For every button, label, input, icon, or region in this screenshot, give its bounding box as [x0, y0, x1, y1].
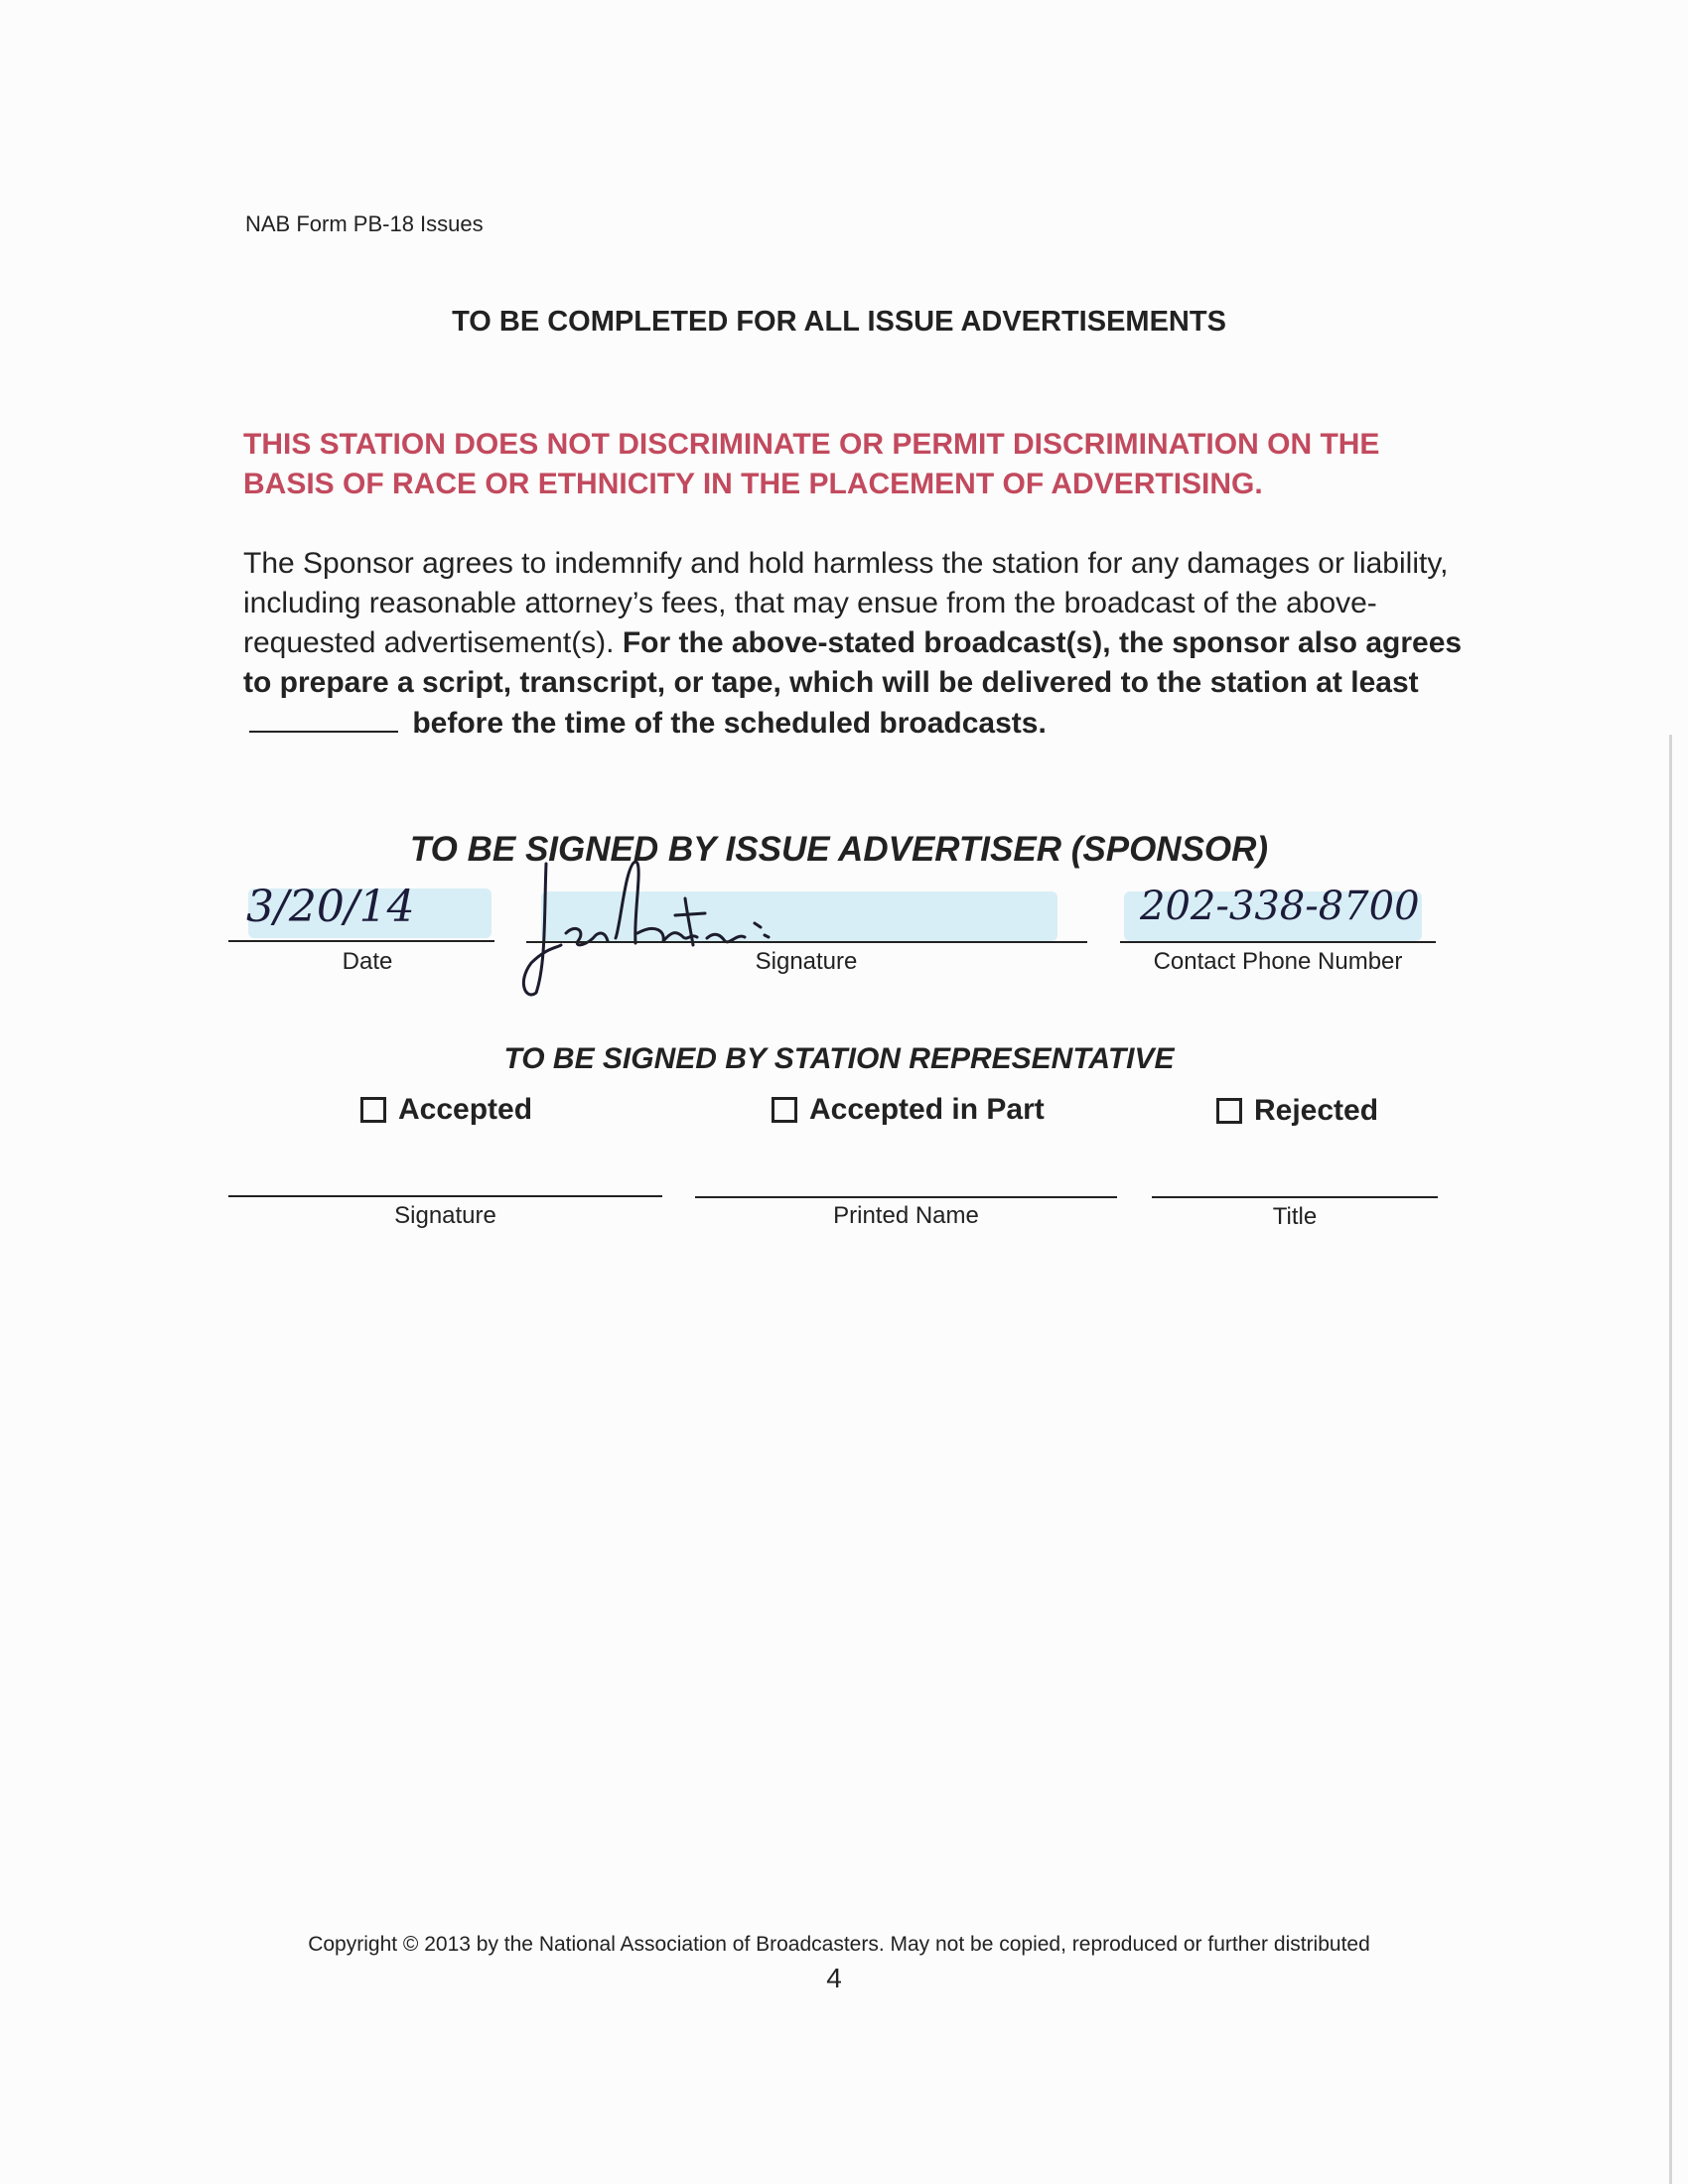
sponsor-section-title: TO BE SIGNED BY ISSUE ADVERTISER (SPONSOR)	[409, 830, 1269, 869]
title-line[interactable]	[1152, 1196, 1438, 1198]
printed-name-label: Printed Name	[833, 1202, 979, 1229]
scan-edge-shadow	[1669, 735, 1672, 2184]
notice-line-1: THIS STATION DOES NOT DISCRIMINATE OR PERMIT DISCRIMINATION ON THE	[243, 428, 1380, 461]
title-label: Title	[1272, 1203, 1318, 1230]
accepted-checkbox[interactable]	[360, 1093, 532, 1127]
phone-handwritten-value: 202-338-8700	[1140, 884, 1420, 929]
rejected-checkbox[interactable]	[1216, 1094, 1378, 1128]
sponsor-signature	[516, 854, 894, 1003]
sponsor-signature-label: Signature	[755, 948, 858, 975]
rejected-label: Rejected	[1254, 1094, 1379, 1127]
checkbox-icon	[1216, 1098, 1242, 1124]
phone-label: Contact Phone Number	[1153, 948, 1403, 975]
page-heading: TO BE COMPLETED FOR ALL ISSUE ADVERTISEMENTS	[452, 306, 1226, 338]
station-section-title: TO BE SIGNED BY STATION REPRESENTATIVE	[503, 1042, 1175, 1075]
station-signature-label: Signature	[394, 1202, 496, 1229]
date-line[interactable]	[228, 940, 494, 942]
indemnity-plain-text: The Sponsor agrees to indemnify and hold harmless the station for any damages or liability, including reasonable attorney’s fees, that may ensue from the broadcast of the above-requested advertisement(s).	[243, 547, 1449, 659]
copyright-notice: Copyright © 2013 by the National Association of Broadcasters. May not be copied, reproduced or further distributed	[308, 1933, 1370, 1956]
indemnity-paragraph	[243, 544, 1484, 744]
date-label: Date	[342, 948, 393, 975]
nondiscrimination-notice	[243, 425, 1475, 504]
printed-name-line[interactable]	[695, 1196, 1117, 1198]
checkbox-icon	[772, 1097, 797, 1123]
page-number: 4	[826, 1963, 842, 1993]
accepted-in-part-label: Accepted in Part	[809, 1093, 1045, 1126]
accepted-label: Accepted	[398, 1093, 533, 1126]
phone-line[interactable]	[1120, 941, 1436, 943]
indemnity-bold-text-end: before the time of the scheduled broadcasts.	[412, 707, 1047, 740]
indemnity-bold-text: For the above-stated broadcast(s), the sponsor also agrees to prepare a script, transcript, or tape, which will be delivered to the station at least	[243, 626, 1463, 699]
delivery-lead-time-blank[interactable]	[249, 703, 398, 733]
checkbox-icon	[360, 1097, 386, 1123]
accepted-in-part-checkbox[interactable]	[772, 1093, 1045, 1127]
sponsor-signature-line[interactable]	[526, 941, 1087, 943]
notice-line-2: BASIS OF RACE OR ETHNICITY IN THE PLACEMENT OF ADVERTISING.	[243, 468, 1263, 500]
form-id: NAB Form PB-18 Issues	[245, 211, 484, 236]
date-handwritten-value: 3/20/14	[246, 882, 415, 932]
station-signature-line[interactable]	[228, 1195, 662, 1197]
